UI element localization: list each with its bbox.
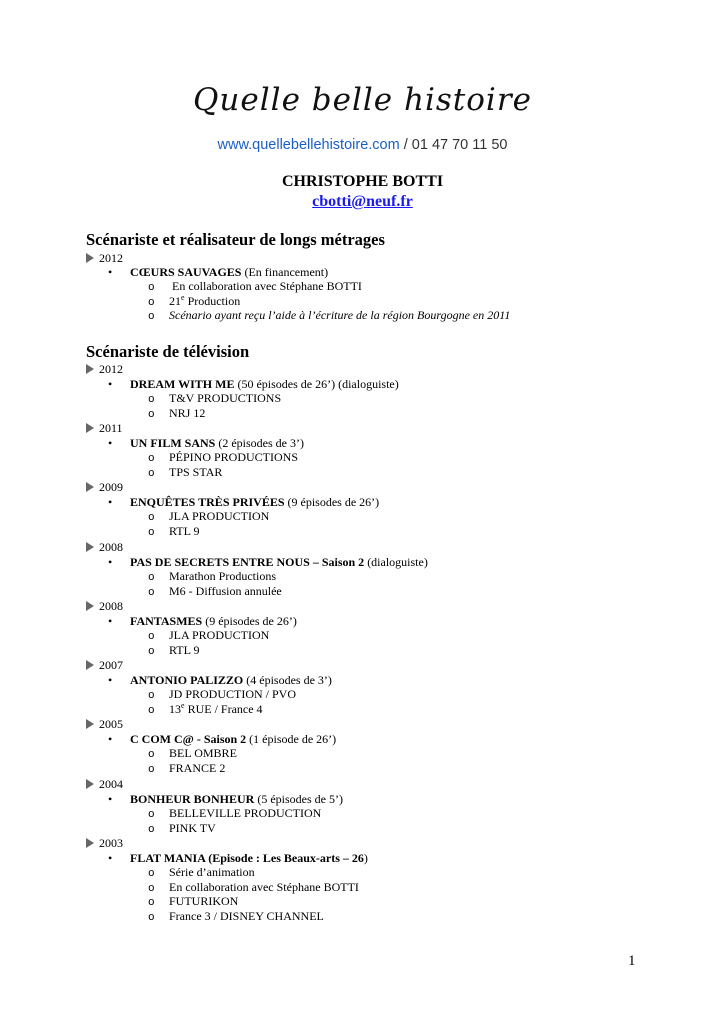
circle-bullet-icon: o bbox=[148, 704, 155, 717]
project-title: C COM C@ - Saison 2 bbox=[130, 731, 247, 746]
project-title: ANTONIO PALIZZO bbox=[130, 672, 244, 687]
sub-item bbox=[148, 821, 216, 835]
sub-item bbox=[148, 294, 240, 308]
superscript: e bbox=[181, 700, 185, 710]
triangle-bullet-icon bbox=[86, 719, 94, 729]
year-label: 2005 bbox=[99, 717, 123, 731]
bullet-icon: • bbox=[108, 376, 113, 391]
project-item bbox=[108, 673, 332, 687]
sub-item bbox=[148, 909, 324, 923]
year-label: 2008 bbox=[99, 599, 123, 613]
sub-item bbox=[148, 509, 269, 523]
page-number: 1 bbox=[628, 953, 636, 969]
circle-bullet-icon: o bbox=[148, 453, 155, 466]
project-detail: (1 épisode de 26’) bbox=[246, 731, 337, 746]
bullet-icon: • bbox=[108, 554, 113, 569]
sub-item bbox=[148, 465, 222, 479]
sub-item bbox=[148, 450, 298, 464]
sub-item-text: Série d’animation bbox=[169, 865, 255, 880]
triangle-bullet-icon bbox=[86, 601, 94, 611]
project-detail: (2 épisodes de 3’) bbox=[215, 435, 304, 450]
sub-item bbox=[148, 702, 263, 716]
sub-item-text: NRJ 12 bbox=[169, 405, 206, 420]
project-title: UN FILM SANS bbox=[130, 435, 216, 450]
triangle-bullet-icon bbox=[86, 779, 94, 789]
author-name: CHRISTOPHE BOTTI bbox=[281, 173, 444, 190]
email-link[interactable]: cbotti@neuf.fr bbox=[312, 193, 413, 210]
section-heading-tv: Scénariste de télévision bbox=[86, 342, 250, 361]
year-marker bbox=[86, 362, 123, 376]
project-detail: (9 épisodes de 26’) bbox=[202, 613, 297, 628]
sub-item-text: En collaboration avec Stéphane BOTTI bbox=[169, 879, 359, 894]
sub-item-text: Marathon Productions bbox=[169, 569, 276, 584]
project-item bbox=[108, 851, 368, 865]
project-item bbox=[108, 436, 304, 450]
sub-item-text: FUTURIKON bbox=[169, 894, 239, 909]
circle-bullet-icon: o bbox=[148, 912, 155, 924]
sub-item-text: JLA PRODUCTION bbox=[169, 509, 270, 524]
project-detail: ) bbox=[363, 850, 368, 865]
triangle-bullet-icon bbox=[86, 838, 94, 848]
sub-item-text: 13 bbox=[169, 701, 181, 716]
triangle-bullet-icon bbox=[86, 542, 94, 552]
sub-item-text: RUE / France 4 bbox=[184, 701, 263, 716]
bullet-icon: • bbox=[108, 791, 113, 806]
circle-bullet-icon: o bbox=[148, 512, 155, 525]
sub-item-text: Scénario ayant reçu l’aide à l’écriture de la région Bourgogne en 2011 bbox=[169, 308, 511, 322]
sub-item bbox=[148, 746, 237, 760]
circle-bullet-icon: o bbox=[148, 526, 155, 539]
project-title: FLAT MANIA (Episode : Les Beaux-arts – 26 bbox=[130, 850, 364, 865]
project-item bbox=[108, 614, 297, 628]
circle-bullet-icon: o bbox=[148, 394, 155, 407]
sub-item-text: M6 - Diffusion annulée bbox=[169, 583, 282, 598]
sub-item-text: France 3 / DISNEY CHANNEL bbox=[169, 909, 324, 923]
project-detail: (dialoguiste) bbox=[364, 554, 428, 569]
year-marker bbox=[86, 836, 123, 850]
year-marker bbox=[86, 480, 123, 494]
bullet-icon: • bbox=[108, 613, 113, 628]
year-label: 2003 bbox=[99, 836, 123, 850]
superscript: e bbox=[181, 293, 185, 302]
circle-bullet-icon: o bbox=[148, 586, 155, 599]
bullet-icon: • bbox=[108, 435, 113, 450]
sub-item-text: BEL OMBRE bbox=[169, 746, 237, 761]
year-label: 2011 bbox=[99, 421, 123, 435]
sub-item bbox=[148, 761, 225, 775]
section-heading-film: Scénariste et réalisateur de longs métrages bbox=[86, 230, 385, 249]
sub-item bbox=[148, 880, 359, 894]
circle-bullet-icon: o bbox=[148, 311, 155, 323]
circle-bullet-icon: o bbox=[148, 809, 155, 822]
year-label: 2012 bbox=[99, 251, 123, 265]
triangle-bullet-icon bbox=[86, 253, 94, 263]
project-item bbox=[108, 377, 399, 391]
year-marker bbox=[86, 717, 123, 731]
project-detail: (5 épisodes de 5’) bbox=[254, 791, 343, 806]
project-title: DREAM WITH ME bbox=[130, 376, 235, 391]
sub-item bbox=[148, 643, 200, 657]
triangle-bullet-icon bbox=[86, 364, 94, 374]
project-detail: (9 épisodes de 26’) bbox=[284, 494, 380, 509]
year-marker bbox=[86, 540, 123, 554]
circle-bullet-icon: o bbox=[148, 645, 155, 658]
year-marker bbox=[86, 251, 123, 265]
circle-bullet-icon: o bbox=[148, 882, 155, 895]
circle-bullet-icon: o bbox=[148, 408, 155, 421]
year-label: 2007 bbox=[99, 658, 123, 672]
contact-separator: / bbox=[399, 137, 412, 153]
sub-item-text: T&V PRODUCTIONS bbox=[169, 391, 282, 406]
sub-item-text: Production bbox=[184, 294, 241, 308]
bullet-icon: • bbox=[108, 731, 113, 746]
bullet-icon: • bbox=[108, 265, 113, 279]
year-marker bbox=[86, 421, 123, 435]
circle-bullet-icon: o bbox=[148, 749, 155, 762]
project-title: FANTASMES bbox=[130, 613, 203, 628]
website-link[interactable]: www.quellebellehistoire.com bbox=[217, 137, 400, 153]
sub-item-text: RTL 9 bbox=[169, 523, 200, 538]
project-detail: (4 épisodes de 3’) bbox=[243, 672, 332, 687]
year-marker bbox=[86, 599, 123, 613]
phone-number: 01 47 70 11 50 bbox=[411, 137, 508, 153]
circle-bullet-icon: o bbox=[148, 763, 155, 776]
project-title: ENQUÊTES TRÈS PRIVÉES bbox=[130, 494, 285, 509]
company-logo-text: Quelle belle histoire bbox=[193, 82, 532, 118]
email-line bbox=[0, 193, 725, 211]
project-title: BONHEUR BONHEUR bbox=[130, 791, 255, 806]
sub-item bbox=[148, 569, 276, 583]
contact-line bbox=[0, 137, 725, 153]
sub-item bbox=[148, 308, 510, 322]
project-title: CŒURS SAUVAGES bbox=[130, 265, 242, 279]
sub-item-text: En collaboration avec Stéphane BOTTI bbox=[169, 279, 362, 293]
triangle-bullet-icon bbox=[86, 423, 94, 433]
sub-item bbox=[148, 628, 269, 642]
sub-item bbox=[148, 865, 255, 879]
bullet-icon: • bbox=[108, 672, 113, 687]
year-label: 2008 bbox=[99, 540, 123, 554]
sub-item bbox=[148, 391, 281, 405]
circle-bullet-icon: o bbox=[148, 282, 155, 294]
project-item bbox=[108, 792, 343, 806]
sub-item-text: JD PRODUCTION / PVO bbox=[169, 687, 297, 702]
sub-item-text: TPS STAR bbox=[169, 464, 223, 479]
year-label: 2004 bbox=[99, 777, 123, 791]
circle-bullet-icon: o bbox=[148, 467, 155, 480]
circle-bullet-icon: o bbox=[148, 572, 155, 585]
sub-item bbox=[148, 806, 321, 820]
circle-bullet-icon: o bbox=[148, 897, 155, 910]
sub-item-text: BELLEVILLE PRODUCTION bbox=[169, 806, 322, 821]
sub-item-text: FRANCE 2 bbox=[169, 760, 226, 775]
circle-bullet-icon: o bbox=[148, 868, 155, 881]
project-title: PAS DE SECRETS ENTRE NOUS – Saison 2 bbox=[130, 554, 365, 569]
sub-item bbox=[148, 687, 296, 701]
project-item bbox=[108, 732, 336, 746]
project-item bbox=[108, 495, 379, 509]
circle-bullet-icon: o bbox=[148, 690, 155, 703]
sub-item-text: PÉPINO PRODUCTIONS bbox=[169, 450, 299, 465]
year-marker bbox=[86, 777, 123, 791]
project-item bbox=[108, 555, 428, 569]
bullet-icon: • bbox=[108, 494, 113, 509]
year-label: 2012 bbox=[99, 362, 123, 376]
sub-item-text: 21 bbox=[169, 294, 181, 308]
triangle-bullet-icon bbox=[86, 482, 94, 492]
sub-item bbox=[148, 279, 362, 293]
sub-item bbox=[148, 894, 238, 908]
project-detail: (En financement) bbox=[241, 265, 329, 279]
circle-bullet-icon: o bbox=[148, 631, 155, 644]
sub-item bbox=[148, 406, 205, 420]
sub-item-text: RTL 9 bbox=[169, 642, 200, 657]
sub-item bbox=[148, 524, 200, 538]
circle-bullet-icon: o bbox=[148, 297, 155, 309]
year-label: 2009 bbox=[99, 480, 123, 494]
year-marker bbox=[86, 658, 123, 672]
project-detail: (50 épisodes de 26’) (dialoguiste) bbox=[234, 376, 399, 391]
project-item bbox=[108, 265, 328, 279]
triangle-bullet-icon bbox=[86, 660, 94, 670]
sub-item-text: JLA PRODUCTION bbox=[169, 628, 270, 643]
circle-bullet-icon: o bbox=[148, 823, 155, 836]
sub-item bbox=[148, 584, 282, 598]
bullet-icon: • bbox=[108, 850, 113, 865]
sub-item-text: PINK TV bbox=[169, 820, 216, 835]
